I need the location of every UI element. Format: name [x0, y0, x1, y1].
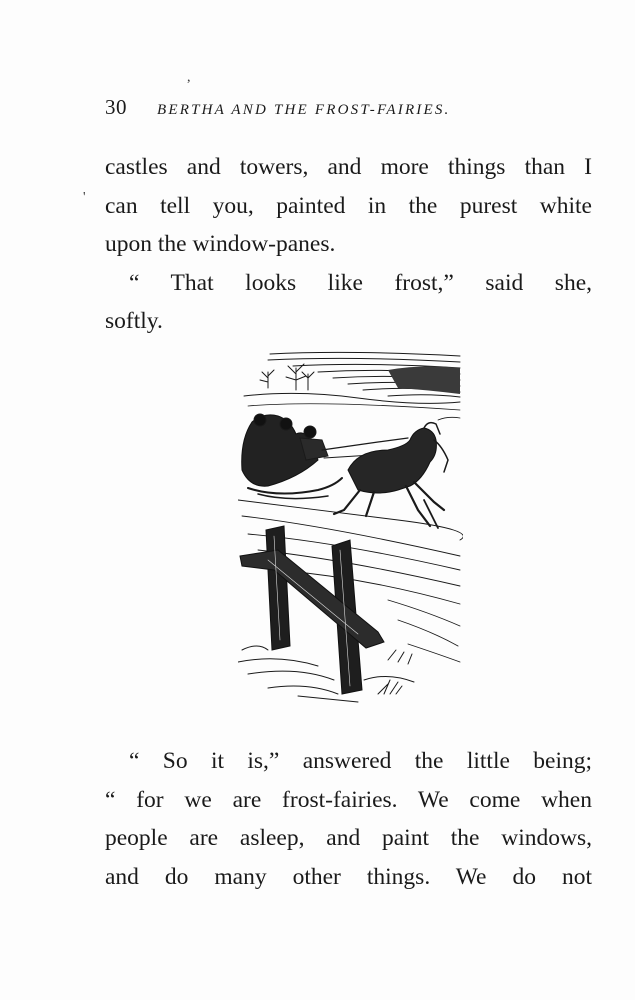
ink-speck: '	[83, 190, 86, 205]
page-header	[105, 95, 590, 125]
text-line: and do many other things. We do not	[105, 863, 592, 890]
sleigh-illustration	[238, 350, 463, 705]
text-line: people are asleep, and paint the windows,	[105, 825, 592, 851]
text-block-bottom	[105, 742, 592, 896]
text-line: “ That looks like frost,” said she,	[129, 269, 592, 296]
text-line: “ for we are frost-fairies. We come when	[105, 786, 592, 813]
page-number: 30	[105, 95, 127, 119]
text-line: softly.	[105, 308, 163, 334]
text-line: upon the window-panes.	[105, 231, 336, 257]
text-line: can tell you, painted in the purest white	[105, 192, 592, 219]
text-line: castles and towers, and more things than I	[105, 154, 592, 180]
ink-speck: ,	[187, 70, 191, 85]
text-line: “ So it is,” answered the little being;	[129, 748, 592, 774]
text-block-top	[105, 148, 592, 341]
running-title: BERTHA AND THE FROST-FAIRIES.	[157, 102, 451, 118]
